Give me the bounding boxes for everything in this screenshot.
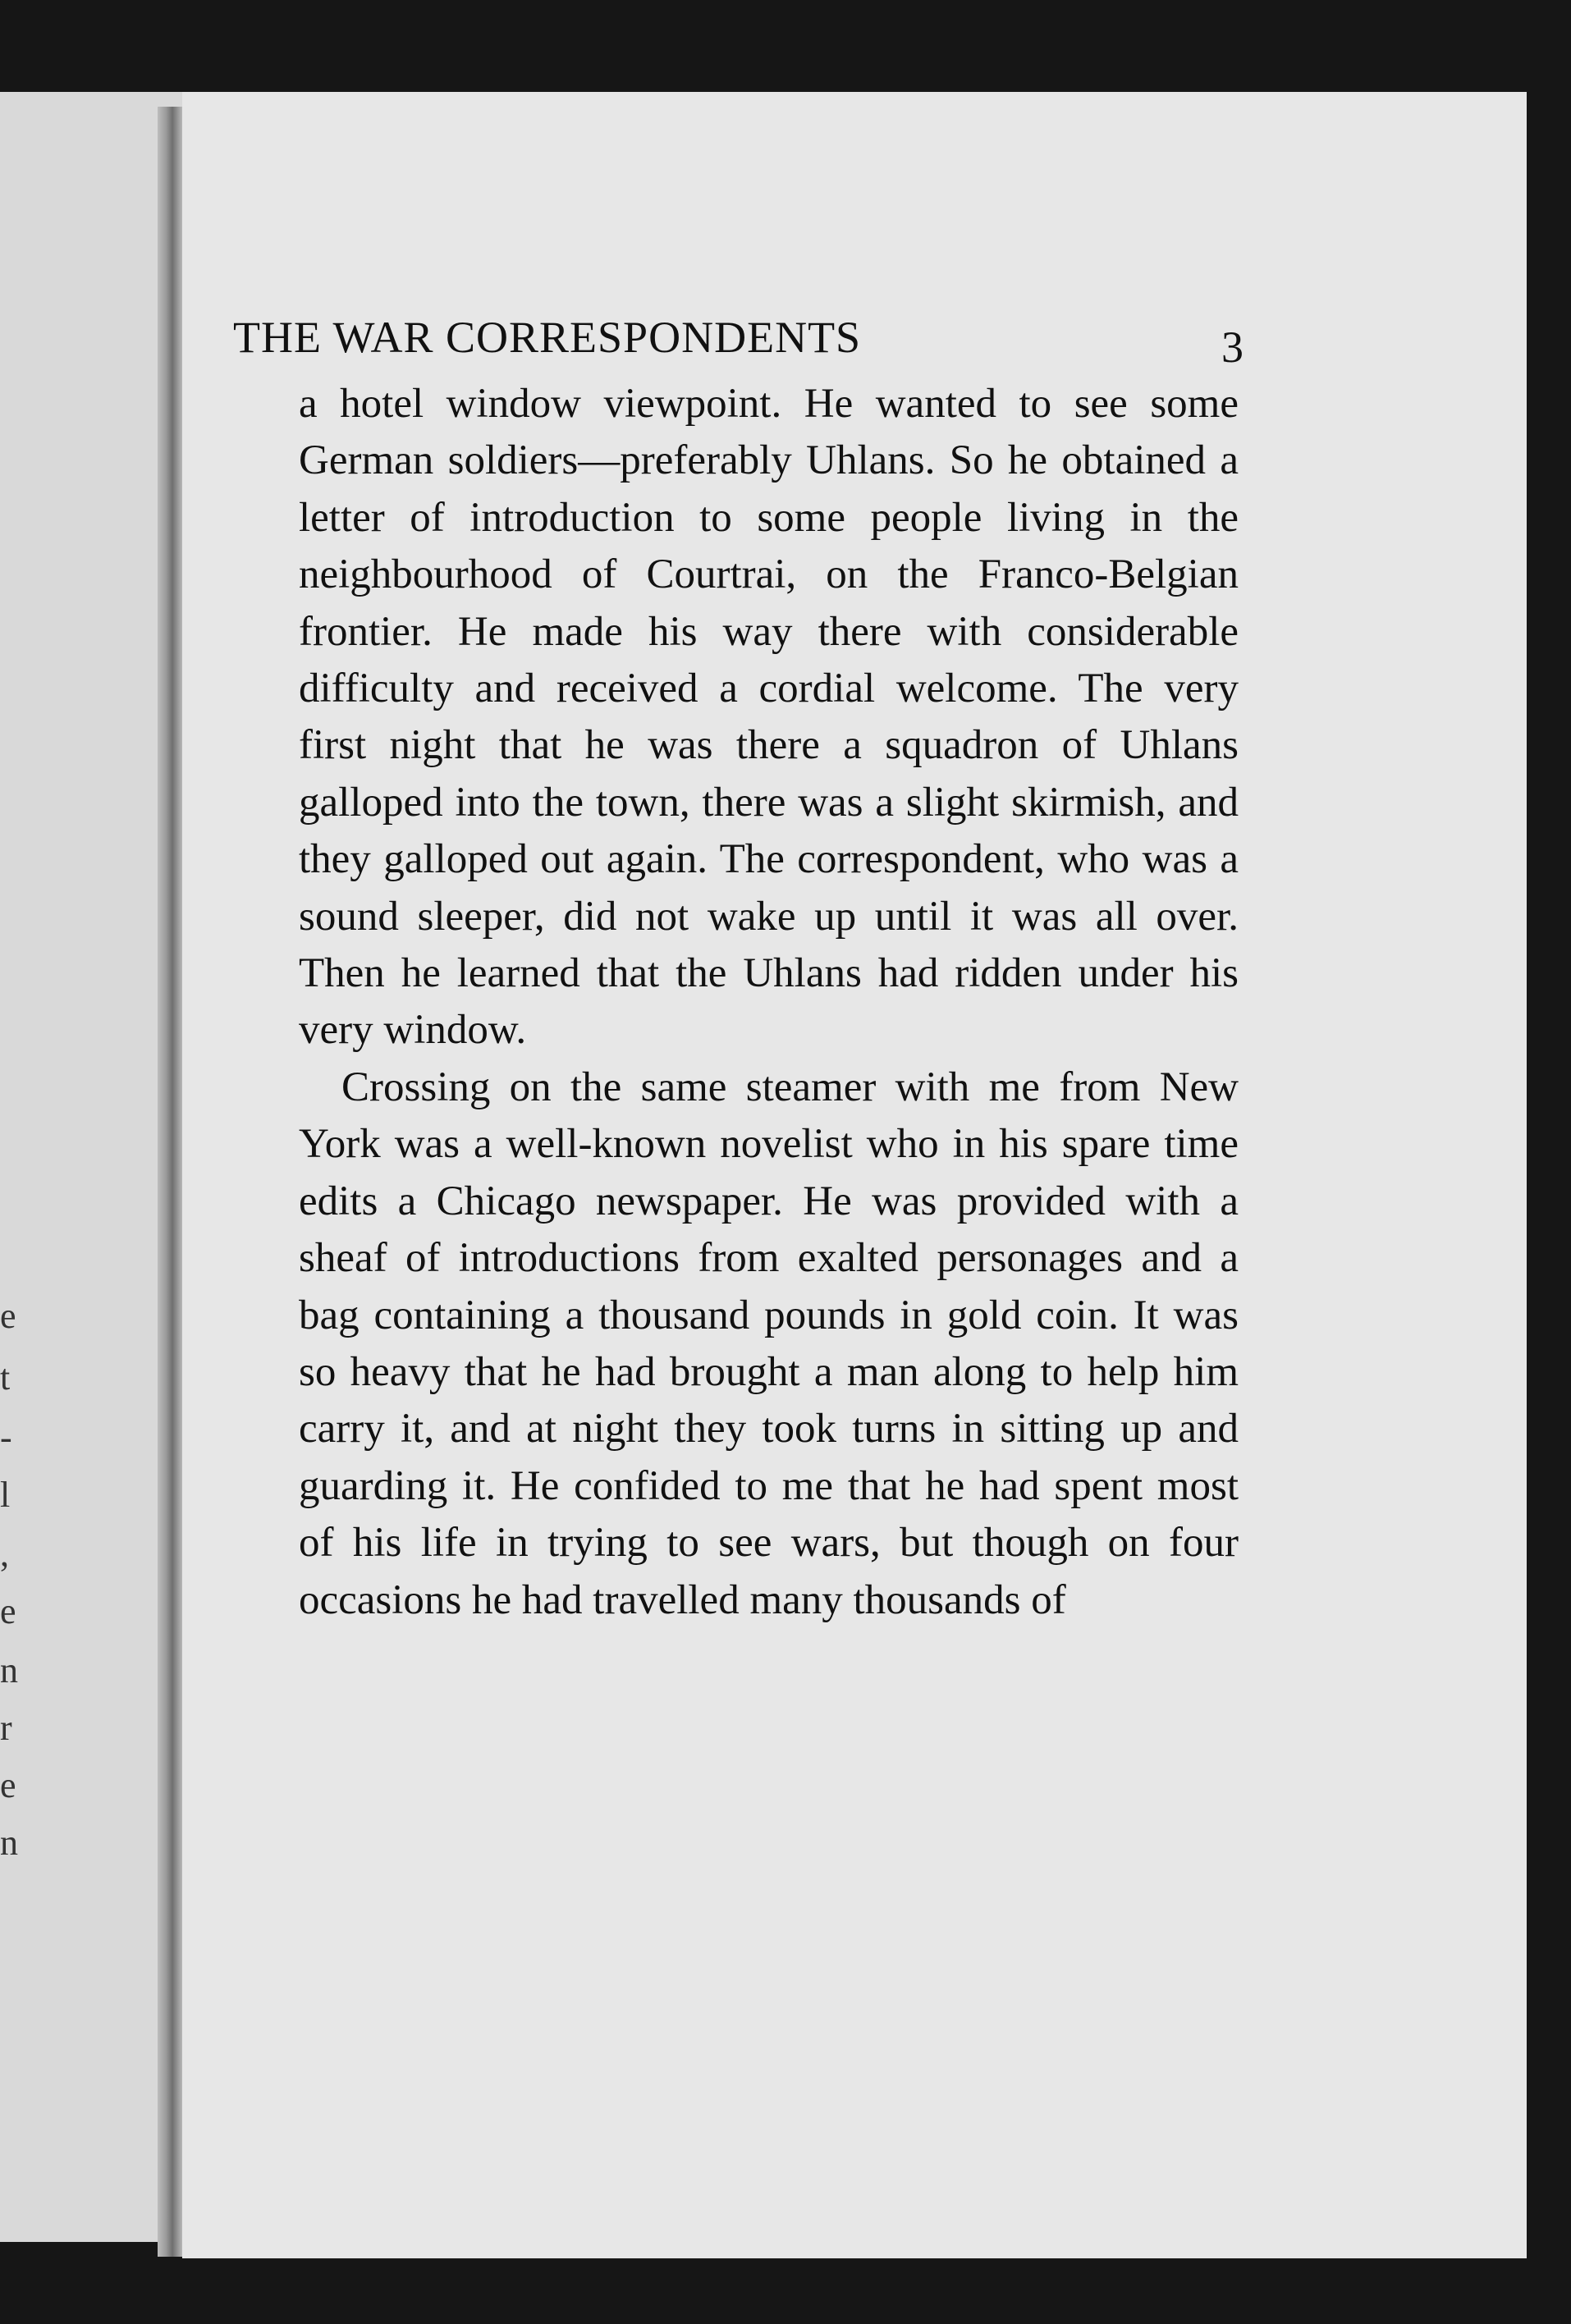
- page-number: 3: [1221, 323, 1244, 372]
- left-page-edge: [0, 92, 182, 2242]
- margin-letter: t: [0, 1357, 11, 1398]
- body-text: [299, 376, 1239, 1629]
- margin-letter: n: [0, 1650, 18, 1690]
- running-title: THE WAR CORRESPONDENTS: [233, 313, 862, 362]
- paragraph: Crossing on the same steamer with me from New York was a well-known novelist who in his spare time edits a Chicago newspaper. He was provided with a sheaf of introductions from exalted personages and a bag containing a thousand pounds in gold coin. It was so heavy that he had brought a man along to help him carry it, and at night they took turns in sitting up and guarding it. He confided to me that he had spent most of his life in trying to see wars, but though on four occasions he had travelled many thousands of: [299, 1064, 1239, 1623]
- paragraph: a hotel window viewpoint. He wanted to see some German soldiers—preferably Uhlans. So he obtained a letter of introduction to some people living in the neighbourhood of Courtrai, on the Franco-Belgian frontier. He made his way there with considerable difficulty and received a cordial welcome. The very first night that he was there a squadron of Uhlans galloped into the town, there was a slight skirmish, and they galloped out again. The correspondent, who was a sound sleeper, did not wake up until it was all over. Then he learned that the Uhlans had ridden under his very window.: [299, 381, 1239, 1054]
- margin-letter: e: [0, 1296, 16, 1336]
- margin-letter: e: [0, 1591, 16, 1631]
- margin-letter: ,: [0, 1534, 9, 1574]
- margin-letter: -: [0, 1417, 12, 1457]
- margin-letter: l: [0, 1475, 11, 1515]
- margin-letter: r: [0, 1708, 12, 1748]
- book-gutter: [158, 107, 182, 2257]
- running-head: [233, 312, 1244, 372]
- margin-letter: n: [0, 1823, 18, 1863]
- margin-letter: e: [0, 1765, 16, 1805]
